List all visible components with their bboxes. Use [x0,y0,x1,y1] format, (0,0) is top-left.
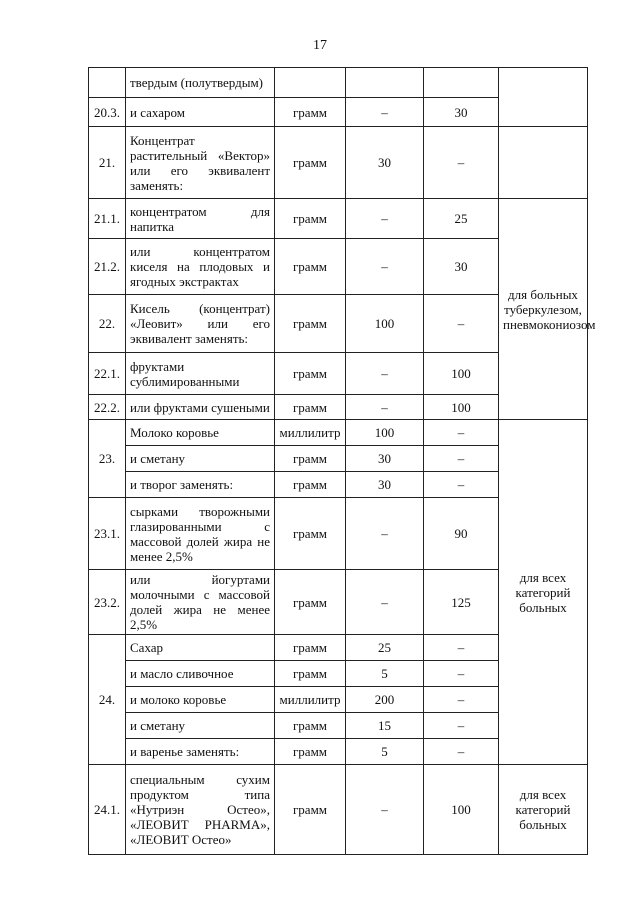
unit-cell: миллилитр [275,420,346,446]
quantity-cell: 100 [346,420,424,446]
row-number: 21. [89,127,126,199]
replacement-quantity-cell: 100 [424,765,499,855]
row-number: 23.2. [89,570,126,635]
unit-cell: грамм [275,446,346,472]
replacement-quantity-cell: – [424,713,499,739]
quantity-cell: 5 [346,661,424,687]
quantity-cell: 100 [346,295,424,353]
replacement-quantity-cell: – [424,661,499,687]
row-number: 21.1. [89,199,126,239]
nutrition-norms-table [88,67,596,855]
replacement-quantity-cell [424,68,499,98]
row-number: 20.3. [89,98,126,127]
unit-cell: грамм [275,98,346,127]
replacement-quantity-cell: – [424,739,499,765]
row-number: 22.2. [89,395,126,420]
page-number: 17 [313,38,327,53]
product-name: и молоко коровье [126,687,275,713]
quantity-cell: – [346,353,424,395]
quantity-cell: 30 [346,472,424,498]
replacement-quantity-cell: – [424,446,499,472]
row-number: 24.1. [89,765,126,855]
unit-cell: грамм [275,570,346,635]
replacement-quantity-cell: 100 [424,395,499,420]
product-name: или йогуртами молочными с массовой долей жира не менее 2,5% [126,570,275,635]
unit-cell: грамм [275,199,346,239]
row-number: 22.1. [89,353,126,395]
product-name: сырками творожными глазированными с массовой долей жира не менее 2,5% [126,498,275,570]
product-name: Концентрат растительный «Вектор» или его эквивалент заменять: [126,127,275,199]
replacement-quantity-cell: – [424,420,499,446]
unit-cell: грамм [275,295,346,353]
unit-cell: грамм [275,353,346,395]
product-name: и варенье заменять: [126,739,275,765]
quantity-cell: – [346,98,424,127]
product-name: или фруктами сушеными [126,395,275,420]
note-tuberculosis: для больных туберкулезом, пневмокониозом [499,199,588,420]
unit-cell: грамм [275,472,346,498]
note-all-categories-2: для всех категорий больных [499,765,588,855]
product-name: Молоко коровье [126,420,275,446]
product-name: и масло сливочное [126,661,275,687]
row-number: 22. [89,295,126,353]
quantity-cell: 25 [346,635,424,661]
product-name: твердым (полутвердым) [126,68,275,98]
unit-cell: грамм [275,127,346,199]
quantity-cell: – [346,395,424,420]
product-name: и сахаром [126,98,275,127]
row-number: 23. [89,420,126,498]
replacement-quantity-cell: 30 [424,98,499,127]
product-name: концентратом для напитка [126,199,275,239]
unit-cell: грамм [275,395,346,420]
product-name: Сахар [126,635,275,661]
product-name: специальным сухим продуктом типа «Нутриэн Остео», «ЛЕОВИТ PHARMA», «ЛЕОВИТ Остео» [126,765,275,855]
table-row [89,420,588,446]
note-cell-empty [499,127,588,199]
quantity-cell: 200 [346,687,424,713]
quantity-cell: – [346,498,424,570]
quantity-cell: – [346,570,424,635]
quantity-cell: 30 [346,446,424,472]
quantity-cell: – [346,199,424,239]
replacement-quantity-cell: 90 [424,498,499,570]
product-name: фруктами сублимированными [126,353,275,395]
unit-cell: грамм [275,635,346,661]
replacement-quantity-cell: 100 [424,353,499,395]
quantity-cell: – [346,239,424,295]
product-name: и творог заменять: [126,472,275,498]
replacement-quantity-cell: – [424,127,499,199]
unit-cell: миллилитр [275,687,346,713]
table-row [89,199,588,239]
row-number: 24. [89,635,126,765]
quantity-cell: 5 [346,739,424,765]
row-number: 21.2. [89,239,126,295]
replacement-quantity-cell: – [424,472,499,498]
unit-cell: грамм [275,239,346,295]
unit-cell: грамм [275,713,346,739]
product-name: Кисель (концентрат) «Леовит» или его эквивалент заменять: [126,295,275,353]
unit-cell: грамм [275,739,346,765]
quantity-cell: – [346,765,424,855]
product-name: и сметану [126,446,275,472]
replacement-quantity-cell: 25 [424,199,499,239]
product-name: и сметану [126,713,275,739]
note-all-categories: для всех категорий больных [499,420,588,765]
replacement-quantity-cell: – [424,635,499,661]
replacement-quantity-cell: – [424,687,499,713]
table-row [89,68,588,98]
product-name: или концентратом киселя на плодовых и ягодных экстрактах [126,239,275,295]
unit-cell: грамм [275,498,346,570]
replacement-quantity-cell: – [424,295,499,353]
unit-cell [275,68,346,98]
note-cell-empty [499,68,588,127]
unit-cell: грамм [275,661,346,687]
unit-cell: грамм [275,765,346,855]
replacement-quantity-cell: 125 [424,570,499,635]
table-row [89,765,588,855]
row-number: 23.1. [89,498,126,570]
quantity-cell: 30 [346,127,424,199]
table-row [89,127,588,199]
quantity-cell [346,68,424,98]
row-number [89,68,126,98]
replacement-quantity-cell: 30 [424,239,499,295]
quantity-cell: 15 [346,713,424,739]
